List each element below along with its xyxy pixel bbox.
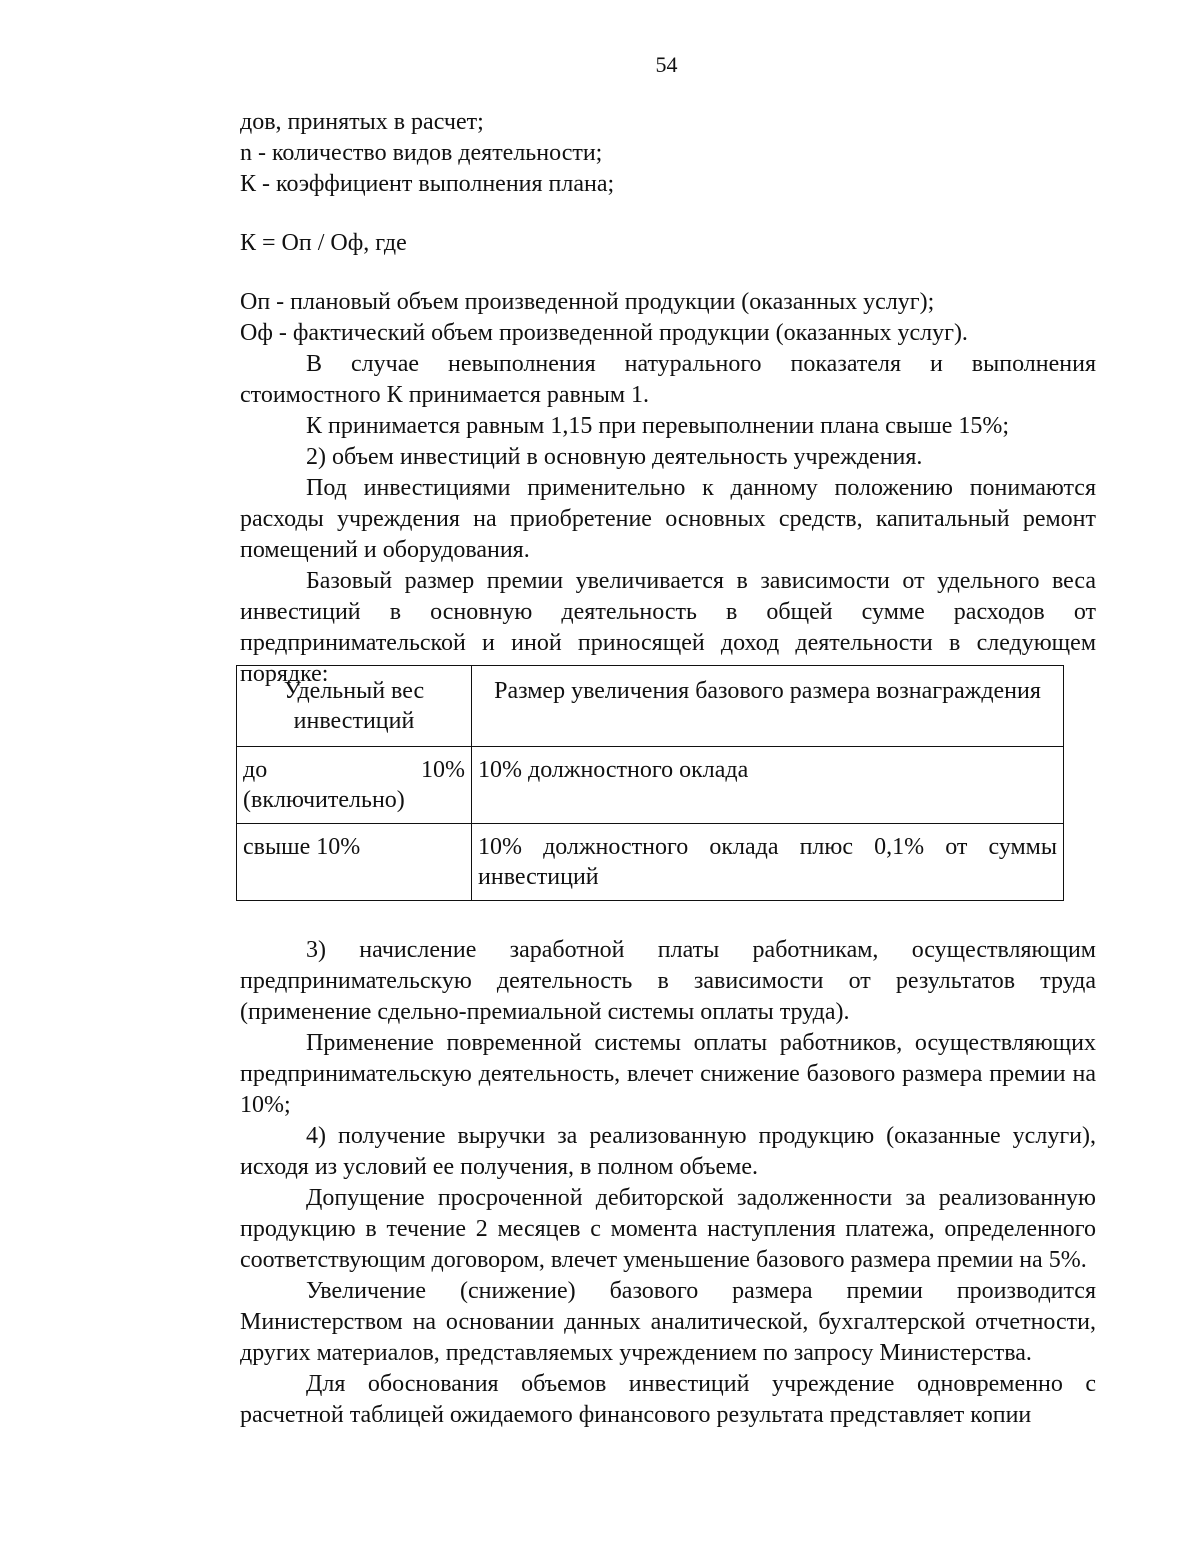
table-row (237, 824, 1064, 901)
definition-line: Оп - плановый объем произведенной продукции (оказанных услуг); (240, 289, 935, 315)
paragraph: К принимается равным 1,15 при перевыполнении плана свыше 15%; (306, 413, 1010, 439)
table-cell: 10% должностного оклада плюс 0,1% от суммы инвестиций (472, 824, 1064, 901)
paragraph: 2) объем инвестиций в основную деятельность учреждения. (306, 444, 923, 470)
page-number: 54 (655, 52, 678, 77)
table-header-cell: Удельный вес инвестиций (237, 666, 472, 747)
table-header-cell: Размер увеличения базового размера вознаграждения (472, 666, 1064, 747)
paragraph: Увеличение (снижение) базового размера премии производится Министерством на основании данных аналитической, бухгалтерской отчетности, других материалов, представляемых учреждением по запросу Министерства. (240, 1278, 1096, 1366)
formula: К = Оп / Оф, где (240, 230, 407, 256)
paragraph: Под инвестициями применительно к данному положению понимаются расходы учреждения на приобретение основных средств, капитальный ремонт помещений и оборудования. (240, 475, 1096, 563)
text-line: n - количество видов деятельности; (240, 140, 603, 166)
paragraph: Применение повременной системы оплаты работников, осуществляющих предпринимательскую деятельность, влечет снижение базового размера премии на 10%; (240, 1030, 1096, 1118)
table-cell: 10% должностного оклада (472, 747, 1064, 824)
paragraph: Для обоснования объемов инвестиций учреждение одновременно с расчетной таблицей ожидаемого финансового результата представляет копии (240, 1371, 1096, 1428)
paragraph: 4) получение выручки за реализованную продукцию (оказанные услуги), исходя из условий ее получения, в полном объеме. (240, 1123, 1096, 1180)
definition-line: Оф - фактический объем произведенной продукции (оказанных услуг). (240, 320, 968, 346)
paragraph: В случае невыполнения натурального показателя и выполнения стоимостного К принимается равным 1. (240, 351, 1096, 408)
text-line: дов, принятых в расчет; (240, 109, 484, 135)
table-header-row (237, 666, 1064, 747)
table-cell: свыше 10% (237, 824, 472, 901)
text-block-before-table (240, 107, 1096, 690)
paragraph: 3) начисление заработной платы работникам, осуществляющим предпринимательскую деятельность в зависимости от результатов труда (применение сдельно-премиальной системы оплаты труда). (240, 937, 1096, 1025)
table-row (237, 747, 1064, 824)
text-block-after-table (240, 935, 1096, 1431)
paragraph: Допущение просроченной дебиторской задолженности за реализованную продукцию в течение 2 месяцев с момента наступления платежа, определенного соответствующим договором, влечет уменьшение базового размера премии на 5%. (240, 1185, 1096, 1273)
investment-increase-table (236, 665, 1064, 901)
table-cell: до 10% (включительно) (237, 747, 472, 824)
text-line: К - коэффициент выполнения плана; (240, 171, 615, 197)
paragraph: Базовый размер премии увеличивается в зависимости от удельного веса инвестиций в основную деятельность в общей сумме расходов от предпринимательской и иной приносящей доход деятельности в следующем порядке: (240, 568, 1096, 687)
